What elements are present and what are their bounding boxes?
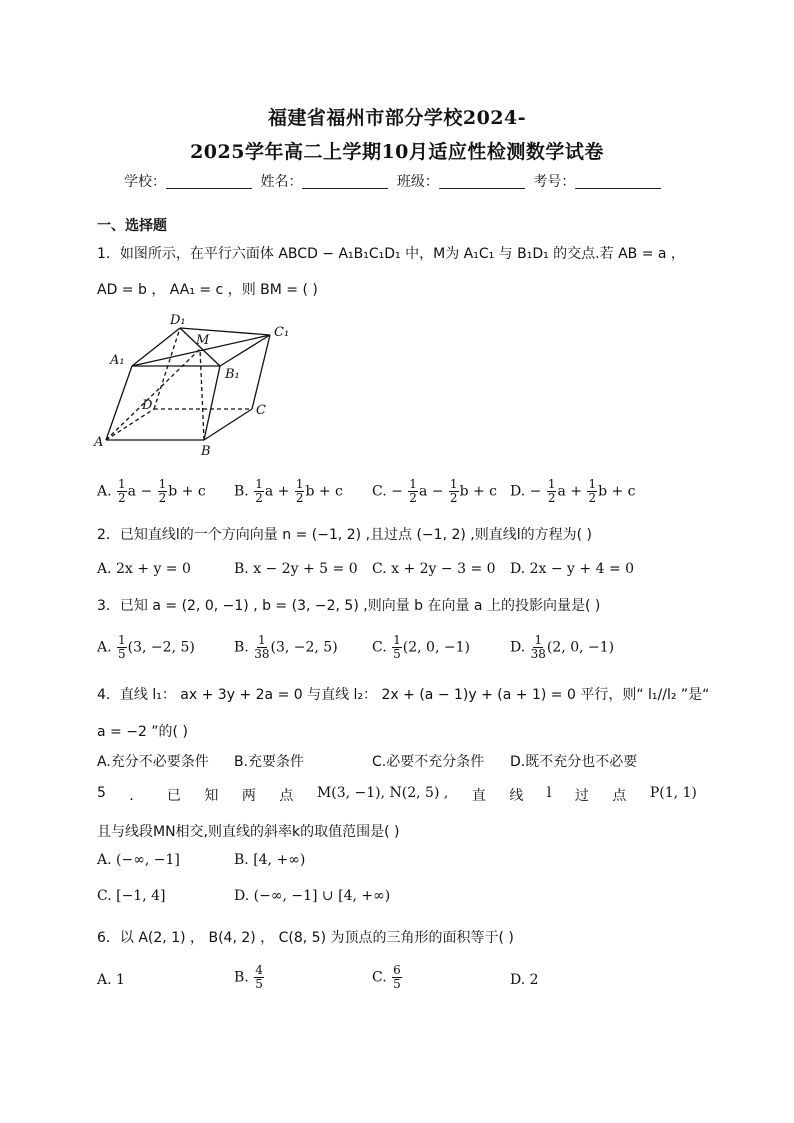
fraction: $\frac{4}{5}$ <box>255 963 263 991</box>
q4-option-c[interactable]: C.必要不充分条件 <box>372 754 485 770</box>
q2-option-d[interactable]: D. 2x − y + 4 = 0 <box>510 561 635 577</box>
fraction: $\frac{1}{38}$ <box>254 633 270 661</box>
q3-option-d[interactable]: D. $\frac{1}{38}$ (2, 0, −1) <box>510 633 615 661</box>
q1-option-d[interactable]: D. − $\frac{1}{2}$ a + $\frac{1}{2}$ b + c <box>510 477 636 505</box>
label-C1: C₁ <box>274 325 290 340</box>
q5-option-b[interactable]: B. [4, +∞) <box>234 852 306 868</box>
school-blank[interactable] <box>166 174 252 189</box>
label-D: D <box>142 398 153 413</box>
school-label: 学校： <box>124 174 166 190</box>
label-D1: D₁ <box>170 313 186 328</box>
label-B1: B₁ <box>225 367 240 382</box>
exam-title-line2: 2025学年高二上学期10月适应性检测数学试卷 <box>190 141 604 163</box>
fraction: $\frac{6}{5}$ <box>393 963 401 991</box>
question-5-line2: 且与线段MN相交,则直线的斜率k的取值范围是( ) <box>97 824 400 840</box>
q1-option-a[interactable]: A. $\frac{1}{2}$ a − $\frac{1}{2}$ b + c <box>97 477 206 505</box>
q3-option-b[interactable]: B. $\frac{1}{38}$ (3, −2, 5) <box>234 633 338 661</box>
edge-B1C1 <box>220 335 270 366</box>
fraction: $\frac{1}{5}$ <box>393 633 401 661</box>
edge-BB1 <box>204 366 220 440</box>
question-6: 6．以 A(2, 1) ， B(4, 2) ， C(8, 5) 为顶点的三角形的面积等于( ) <box>97 930 514 946</box>
fraction: $\frac{1}{38}$ <box>530 633 546 661</box>
fraction: $\frac{1}{2}$ <box>449 477 458 505</box>
q2-option-b[interactable]: B. x − 2y + 5 = 0 <box>234 561 358 577</box>
class-label: 班级： <box>396 174 439 190</box>
q3-option-c[interactable]: C. $\frac{1}{5}$ (2, 0, −1) <box>372 633 470 661</box>
q4-option-b[interactable]: B.充要条件 <box>234 754 305 770</box>
q5-option-c[interactable]: C. [−1, 4] <box>97 888 166 904</box>
question-5-line1: 5 ． 已 知 两 点 M(3, −1), N(2, 5) , 直 线 l 过 点 P(1, 1) <box>97 785 697 804</box>
edge-D1C1 <box>180 328 270 335</box>
fraction: $\frac{1}{2}$ <box>588 477 597 505</box>
q1-option-c[interactable]: C. − $\frac{1}{2}$ a − $\frac{1}{2}$ b + c <box>372 477 497 505</box>
name-label: 姓名： <box>260 174 303 190</box>
q6-option-a[interactable]: A. 1 <box>97 972 125 988</box>
edge-CC1 <box>252 335 270 409</box>
question-4-line1: 4．直线 l₁： ax + 3y + 2a = 0 与直线 l₂： 2x + (a − 1)y + (a + 1) = 0 平行，则“ l₁//l₂ ”是“ <box>97 687 710 703</box>
fraction: $\frac{1}{2}$ <box>295 477 304 505</box>
q5-option-a[interactable]: A. (−∞, −1] <box>97 852 180 868</box>
label-A1: A₁ <box>110 353 125 368</box>
edge-DD1 <box>154 328 180 409</box>
label-C: C <box>256 403 266 418</box>
segment-BM <box>200 349 204 440</box>
fraction: $\frac{1}{2}$ <box>158 477 167 505</box>
label-B: B <box>201 444 211 458</box>
question-2: 2．已知直线l的一个方向向量 n = (−1, 2) ,且过点 (−1, 2) ,则直线l的方程为( ) <box>97 527 593 543</box>
fraction: $\frac{1}{5}$ <box>118 633 126 661</box>
fraction: $\frac{1}{2}$ <box>547 477 556 505</box>
exam-title-line1: 福建省福州市部分学校2024- <box>267 107 527 129</box>
question-4-line2: a = −2 ”的( ) <box>97 724 188 740</box>
number-blank[interactable] <box>575 174 661 189</box>
number-label: 考号： <box>533 174 576 190</box>
q2-option-a[interactable]: A. 2x + y = 0 <box>97 561 191 577</box>
q5-option-d[interactable]: D. (−∞, −1] ∪ [4, +∞) <box>234 888 391 904</box>
label-A: A <box>94 435 104 450</box>
fraction: $\frac{1}{2}$ <box>255 477 263 505</box>
edge-AA1 <box>106 366 132 440</box>
name-blank[interactable] <box>302 174 388 189</box>
q6-option-b[interactable]: B. $\frac{4}{5}$ <box>234 963 263 991</box>
fraction: $\frac{1}{2}$ <box>409 477 417 505</box>
q1-option-b[interactable]: B. $\frac{1}{2}$ a + $\frac{1}{2}$ b + c <box>234 477 343 505</box>
edge-BC <box>204 409 252 440</box>
parallelepiped-figure <box>92 308 302 458</box>
label-M: M <box>196 333 210 348</box>
q2-option-c[interactable]: C. x + 2y − 3 = 0 <box>372 561 496 577</box>
q6-option-c[interactable]: C. $\frac{6}{5}$ <box>372 963 401 991</box>
section-title: 一、选择题 <box>97 218 167 234</box>
fraction: $\frac{1}{2}$ <box>118 477 126 505</box>
q4-option-a[interactable]: A.充分不必要条件 <box>97 754 209 770</box>
class-blank[interactable] <box>439 174 525 189</box>
q4-option-d[interactable]: D.既不充分也不必要 <box>510 754 638 770</box>
q6-option-d[interactable]: D. 2 <box>510 972 539 988</box>
edge-AD <box>106 409 154 440</box>
question-1-line2: AD = b ， AA₁ = c ，则 BM = ( ) <box>97 282 318 298</box>
student-info-row <box>124 171 663 191</box>
question-3: 3．已知 a = (2, 0, −1) , b = (3, −2, 5) ,则向量 b 在向量 a 上的投影向量是( ) <box>97 598 601 614</box>
q3-option-a[interactable]: A. $\frac{1}{5}$ (3, −2, 5) <box>97 633 195 661</box>
question-1-line1: 1．如图所示，在平行六面体 ABCD − A₁B₁C₁D₁ 中，M为 A₁C₁ 与 B₁D₁ 的交点.若 AB = a ， <box>97 246 685 262</box>
